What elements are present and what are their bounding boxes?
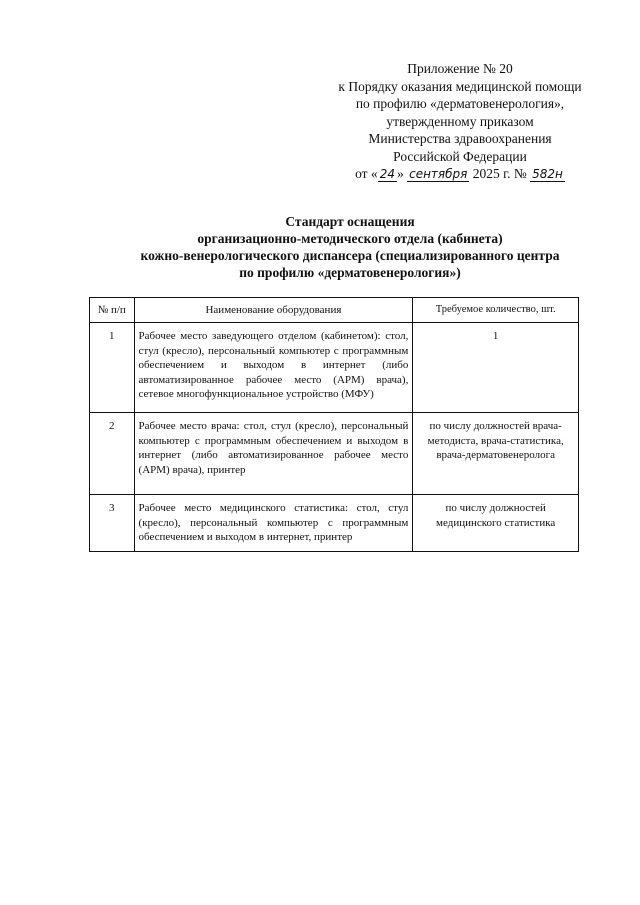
table-row xyxy=(90,323,579,413)
title-line: по профилю «дерматовенерология») xyxy=(239,265,461,280)
title-line: кожно-венерологического диспансера (специализированного центра xyxy=(140,248,560,263)
row-quantity: 1 xyxy=(413,323,579,413)
date-prefix: от « xyxy=(355,166,378,181)
appendix-header xyxy=(310,60,610,184)
row-quantity: по числу должностей врача-методиста, врача-статистика, врача-дерматовенеролога xyxy=(413,413,579,495)
order-date-line xyxy=(310,165,610,184)
order-number: 582н xyxy=(532,167,563,181)
row-number: 3 xyxy=(90,495,135,552)
equipment-table xyxy=(89,297,579,552)
header-quantity: Требуемое количество, шт. xyxy=(413,298,579,323)
table-row xyxy=(90,413,579,495)
order-year: 2025 г. № xyxy=(472,166,527,181)
row-quantity: по числу должностей медицинского статистика xyxy=(413,495,579,552)
row-equipment-name: Рабочее место заведующего отделом (кабинетом): стол, стул (кресло), персональный компьютер с программным обеспечением и выходом в интернет (либо автоматизированное рабочее место (АРМ) врача), сетевое многофункциональное устройство (МФУ) xyxy=(134,323,413,413)
appendix-line: Российской Федерации xyxy=(393,148,527,164)
title-line: Стандарт оснащения xyxy=(285,214,415,229)
appendix-line: Приложение № 20 xyxy=(407,61,513,76)
row-number: 1 xyxy=(90,323,135,413)
date-mid: » xyxy=(396,166,404,181)
order-month: сентября xyxy=(409,167,468,181)
appendix-line: по профилю «дерматовенерология», xyxy=(355,96,565,111)
title-line: организационно-методического отдела (кабинета) xyxy=(197,231,503,246)
appendix-line: Министерства здравоохранения xyxy=(368,131,552,146)
table-header-row xyxy=(90,298,579,323)
row-number: 2 xyxy=(90,413,135,495)
appendix-line: к Порядку оказания медицинской помощи xyxy=(338,78,582,94)
row-equipment-name: Рабочее место врача: стол, стул (кресло), персональный компьютер с программным обеспечением и выходом в интернет (либо автоматизированное рабочее место (АРМ) врача), принтер xyxy=(134,413,413,495)
header-number: № п/п xyxy=(90,298,135,323)
document-title xyxy=(60,213,640,281)
table-row xyxy=(90,495,579,552)
appendix-line: утвержденному приказом xyxy=(386,113,534,129)
order-day: 24 xyxy=(379,167,395,181)
header-equipment-name: Наименование оборудования xyxy=(134,298,413,323)
row-equipment-name: Рабочее место медицинского статистика: стол, стул (кресло), персональный компьютер с программным обеспечением и выходом в интернет, принтер xyxy=(134,495,413,552)
